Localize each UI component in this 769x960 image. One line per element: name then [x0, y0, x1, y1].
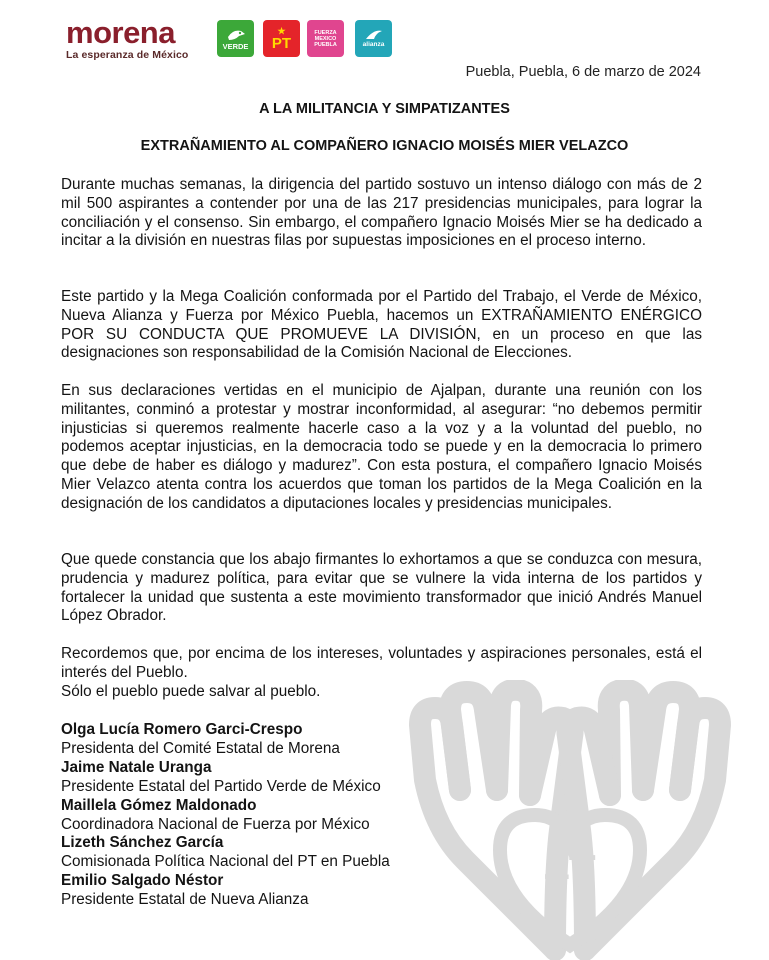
fxm-label-1: FUERZA — [314, 29, 337, 36]
signatory-role: Presidente Estatal del Partido Verde de México — [61, 777, 381, 795]
signatory-name: Lizeth Sánchez García — [61, 834, 224, 852]
hands-heart-4t-watermark — [405, 680, 735, 960]
fuerza-por-mexico-logo — [307, 20, 344, 57]
morena-slogan: La esperanza de México — [66, 49, 189, 61]
star-icon: ★ — [277, 25, 286, 36]
signatory-name: Maillela Gómez Maldonado — [61, 796, 257, 814]
morena-brand-text: morena — [66, 15, 175, 50]
paragraph-2: Este partido y la Mega Coalición conformada por el Partido del Trabajo, el Verde de México, Nueva Alianza y Fuerza por México Puebla, hacemos un EXTRAÑAMIENTO ENÉRGICO POR SU CONDUCTA QUE PROMUEVE LA DIVISIÓN, en un proceso en que las designaciones son responsabilidad de la Comisión Nacional de Elecciones. — [61, 288, 702, 362]
fxm-label-2: MEXICO — [314, 35, 337, 42]
nueva-alianza-logo — [355, 20, 392, 57]
closing-slogan: Sólo el pueblo puede salvar al pueblo. — [61, 683, 321, 700]
toucan-icon — [225, 27, 247, 43]
partido-verde-logo — [217, 20, 254, 57]
signatory-name: Jaime Natale Uranga — [61, 758, 212, 776]
watermark-4t-text: 4T — [544, 846, 596, 895]
partido-del-trabajo-logo — [263, 20, 300, 57]
fxm-label-3: PUEBLA — [314, 41, 337, 48]
paragraph-5: Recordemos que, por encima de los intereses, voluntades y aspiraciones personales, está el interés del Pueblo. — [61, 645, 702, 681]
signatory-role: Presidente Estatal de Nueva Alianza — [61, 891, 309, 909]
subject-title: EXTRAÑAMIENTO AL COMPAÑERO IGNACIO MOISÉS MIER VELAZCO — [140, 138, 629, 154]
pt-label: PT — [271, 34, 292, 52]
na-label: alianza — [362, 41, 385, 48]
place-and-date: Puebla, Puebla, 6 de marzo de 2024 — [465, 64, 701, 80]
signatures-block — [61, 721, 390, 910]
letterhead — [0, 0, 769, 70]
paragraph-1: Durante muchas semanas, la dirigencia del partido sostuvo un intenso diálogo con más de 2 mil 500 aspirantes a contender por una de las 217 presidencias municipales, para lograr la conciliación y el consenso. Sin embargo, el compañero Ignacio Moisés Mier se ha dedicado a incitar a la división en nuestras filas por supuestas imposiciones en el proceso interno. — [61, 176, 702, 250]
signatory-name: Olga Lucía Romero Garci-Crespo — [61, 721, 303, 738]
recipients-title: A LA MILITANCIA Y SIMPATIZANTES — [259, 101, 510, 117]
signatory-role: Coordinadora Nacional de Fuerza por México — [61, 815, 370, 833]
signatory-role: Comisionada Política Nacional del PT en Puebla — [61, 853, 390, 871]
verde-label: VERDE — [222, 42, 249, 51]
morena-logo — [66, 15, 189, 61]
paragraph-3: En sus declaraciones vertidas en el municipio de Ajalpan, durante una reunión con los militantes, conminó a protestar y mostrar inconformidad, al asegurar: “no debemos permitir injusticias si queremos realmente hacerle caso a la voz y a la voluntad del pueblo, no podemos aceptar injusticias, en la democracia todo se puede y en la democracia lo primero que debe de haber es diálogo y madurez”. Con esta postura, el compañero Ignacio Moisés Mier Velazco atenta contra los acuerdos que toman los partidos de la Mega Coalición en la designación de los candidatos a diputaciones locales y presidencias municipales. — [61, 382, 702, 512]
signatory-role: Presidenta del Comité Estatal de Morena — [61, 739, 340, 757]
signatory-name: Emilio Salgado Néstor — [61, 872, 224, 890]
paragraph-4: Que quede constancia que los abajo firmantes lo exhortamos a que se conduzca con mesura, prudencia y madurez política, para evitar que se vulnere la vida interna de los partidos y fortalecer la unidad que sustenta a este movimiento transformador que inició Andrés Manuel López Obrador. — [61, 551, 702, 625]
wing-icon — [364, 29, 384, 41]
